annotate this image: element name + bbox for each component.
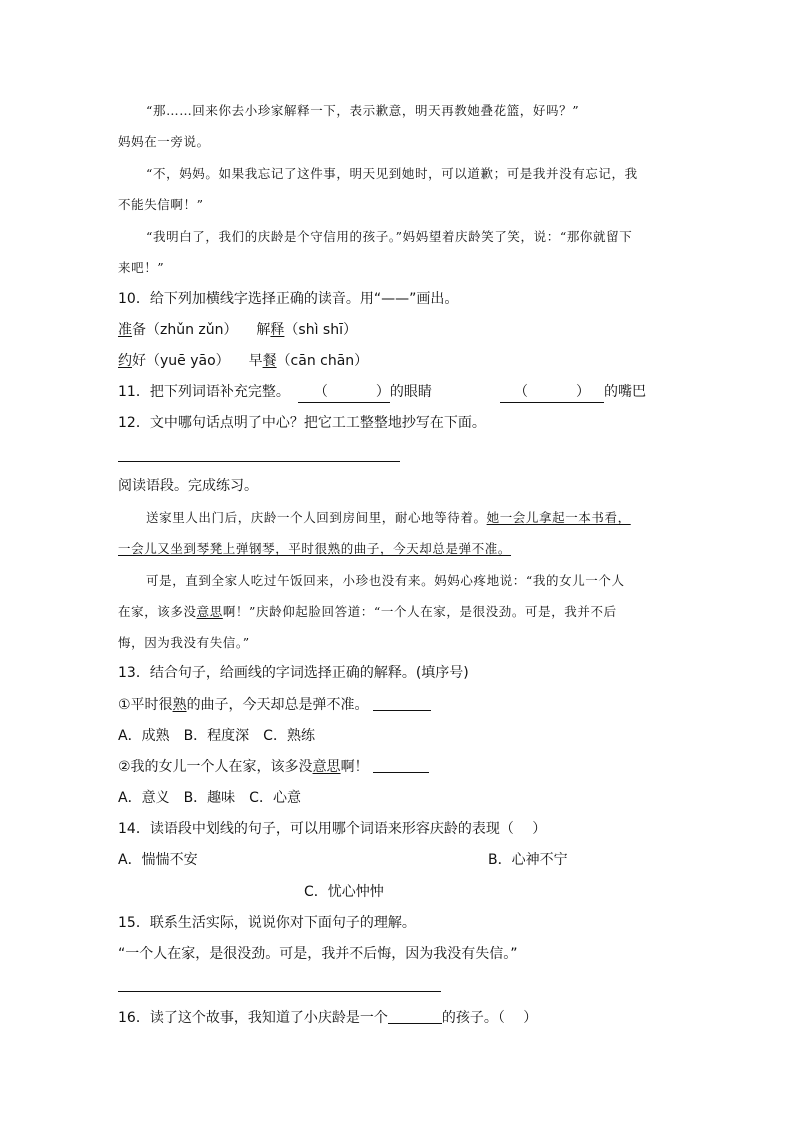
answer-blank[interactable] bbox=[373, 696, 431, 711]
question-13-options-1: A．成熟 B．程度深 C．熟练 bbox=[118, 728, 315, 744]
sentence-text: ②我的女儿一个人在家，该多没 bbox=[118, 759, 313, 775]
underlined-char: 约 bbox=[118, 353, 132, 369]
underlined-char: 准 bbox=[118, 322, 132, 338]
passage-paragraph bbox=[118, 539, 511, 559]
question-13-sentence-2 bbox=[118, 757, 429, 777]
passage-paragraph: 不能失信啊！” bbox=[118, 197, 204, 212]
passage-text: 啊！”庆龄仰起脸回答道：“一个人在家，是很没劲。可是，我并不后 bbox=[222, 604, 617, 619]
underlined-word: 意思 bbox=[196, 604, 223, 619]
underlined-char: 释 bbox=[270, 322, 285, 338]
blank-suffix: 的嘴巴 bbox=[604, 384, 646, 400]
underlined-sentence: 一会儿又坐到琴凳上弹钢琴，平时很熟的曲子，今天却总是弹不准。 bbox=[118, 541, 512, 556]
blank-suffix: 的眼睛 bbox=[389, 384, 432, 400]
question-16-text: 16．读了这个故事，我知道了小庆龄是一个 bbox=[118, 1010, 388, 1026]
pinyin-option[interactable]: （cān chān） bbox=[276, 353, 369, 369]
passage-paragraph: 可是，直到全家人吃过午饭回来，小珍也没有来。妈妈心疼地说：“我的女儿一个人 bbox=[146, 573, 625, 588]
passage-paragraph bbox=[146, 508, 631, 528]
word-char: 早 bbox=[248, 353, 263, 369]
passage-text: 在家，该多没 bbox=[118, 604, 197, 619]
answer-blank[interactable] bbox=[388, 1009, 442, 1024]
section-intro: 阅读语段。完成练习。 bbox=[118, 478, 258, 494]
question-11-text: 11．把下列词语补充完整。 bbox=[118, 384, 290, 400]
sentence-text: ①平时很 bbox=[118, 697, 173, 713]
underlined-word: 意思 bbox=[312, 759, 341, 775]
passage-text: 送家里人出门后，庆龄一个人回到房间里，耐心地等待着。 bbox=[146, 510, 487, 525]
sentence-text: 啊！ bbox=[340, 759, 369, 775]
question-13-options-2: A．意义 B．趣味 C．心意 bbox=[118, 790, 301, 806]
question-16 bbox=[118, 1008, 537, 1028]
question-14: 14．读语段中划线的句子，可以用哪个词语来形容庆龄的表现（ ） bbox=[118, 821, 547, 837]
pinyin-option[interactable]: （shì shī） bbox=[284, 322, 357, 338]
underlined-word: 熟 bbox=[172, 697, 187, 713]
paren-open: （ bbox=[313, 384, 328, 400]
fill-blank-1[interactable] bbox=[298, 382, 390, 403]
passage-paragraph: “那……回来你去小珍家解释一下，表示歉意，明天再教她叠花篮，好吗？” bbox=[146, 103, 580, 118]
question-10-row-1 bbox=[118, 320, 357, 340]
sentence-text: 的曲子，今天却总是弹不准。 bbox=[186, 697, 369, 713]
option-a[interactable]: A．惴惴不安 bbox=[118, 852, 198, 868]
passage-paragraph bbox=[118, 602, 617, 622]
passage-paragraph: 悔，因为我没有失信。” bbox=[118, 635, 250, 650]
underlined-char: 餐 bbox=[262, 353, 277, 369]
answer-line[interactable] bbox=[118, 991, 441, 992]
option-c[interactable]: C．忧心忡忡 bbox=[304, 884, 384, 900]
question-10-row-2 bbox=[118, 351, 368, 371]
pinyin-option[interactable]: 好（yuē yāo） bbox=[132, 353, 230, 369]
paren-close: ） bbox=[576, 384, 590, 400]
question-16-text: 的孩子。（ ） bbox=[441, 1010, 538, 1026]
question-12: 12．文中哪句话点明了中心？把它工工整整地抄写在下面。 bbox=[118, 415, 486, 431]
question-15: 15．联系生活实际，说说你对下面句子的理解。 bbox=[118, 915, 416, 931]
passage-paragraph: 妈妈在一旁说。 bbox=[118, 134, 210, 149]
answer-blank[interactable] bbox=[373, 758, 429, 773]
underlined-sentence: 她一会儿拿起一本书看， bbox=[486, 510, 631, 525]
word-char: 解 bbox=[256, 322, 271, 338]
question-11-second bbox=[500, 382, 646, 403]
question-11 bbox=[118, 382, 432, 403]
passage-paragraph: “我明白了，我们的庆龄是个守信用的孩子。”妈妈望着庆龄笑了笑，说：“那你就留下 bbox=[146, 229, 633, 244]
question-10: 10．给下列加横线字选择正确的读音。用“——”画出。 bbox=[118, 291, 459, 307]
passage-paragraph: “不，妈妈。如果我忘记了这件事，明天见到她时，可以道歉；可是我并没有忘记，我 bbox=[146, 166, 638, 181]
question-13: 13．结合句子，给画线的字词选择正确的解释。(填序号) bbox=[118, 665, 469, 681]
paren-open: （ bbox=[514, 384, 528, 400]
pinyin-option[interactable]: 备（zhǔn zǔn） bbox=[132, 322, 238, 338]
answer-line[interactable] bbox=[118, 461, 400, 462]
fill-blank-2[interactable] bbox=[500, 382, 604, 403]
question-13-sentence-1 bbox=[118, 695, 431, 715]
paren-close: ） bbox=[375, 384, 390, 400]
question-15-quote: “一个人在家，是很没劲。可是，我并不后悔，因为我没有失信。” bbox=[118, 946, 518, 962]
option-b[interactable]: B．心神不宁 bbox=[488, 852, 568, 868]
passage-paragraph: 来吧！” bbox=[118, 260, 165, 275]
